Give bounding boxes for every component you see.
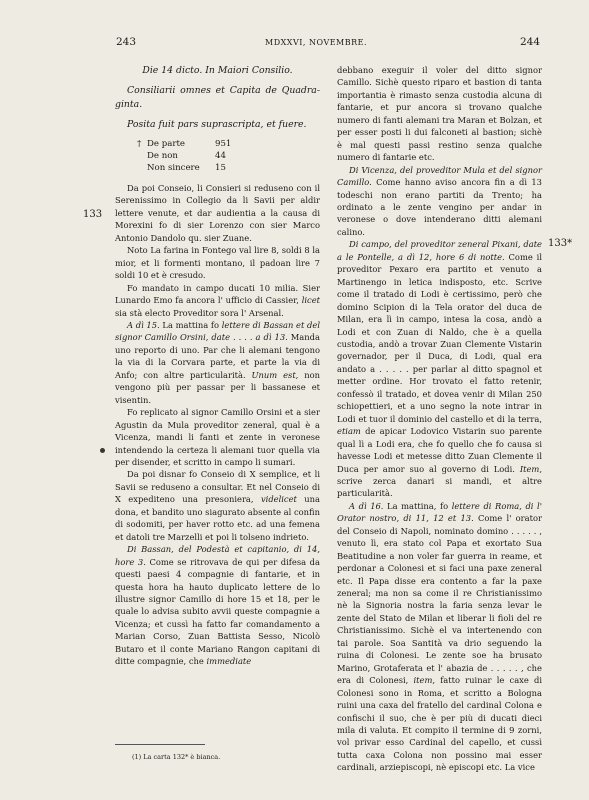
vote-value: 951 — [215, 139, 232, 149]
page-blemish-dot — [100, 448, 105, 453]
footnote: (1) La carta 132* è bianca. — [132, 753, 221, 761]
dagger-icon: † — [137, 139, 142, 149]
page-number-left: 243 — [116, 36, 137, 48]
heading-councillors: Consiliarii omnes et Capita de Quadra-ginta. — [115, 85, 320, 110]
paragraph-collegio: Da poi Conseio, li Consieri si reduseno con il Serenissimo in Collegio da li Savii per aldir lettere venute, et dar audientia a la causa di Morexini fo di sier Lorenzo con sier Marco Antonio Dandolo qu. sier Zuane. — [115, 183, 320, 243]
heading-motion: Posita fuit pars suprascripta, et fuere. — [127, 119, 307, 130]
vote-value: 15 — [215, 163, 226, 173]
paragraph-podesta: Di Bassan, del Podestà et capitanio, di 14, hore 3. Come se ritrovava de qui per difesa da questi paesi 4 compagnie di fantarie, et in questa hora ha hauto duplicato lettere de lo illustre signor Camillo di hore 15 et 18, per le quale lo advisa subito avvii queste compagnie a Vicenza; et cussì ha fatto far comandamento a Marian Corso, Zuan Battista Sesso, Nicolò Butaro et il conte Mariano Rangon capitani di ditte compagnie, che immediate — [115, 544, 320, 667]
paragraph-continued: debbano exeguir il voler del ditto signor Camillo. Sichè questo riparo et bastion di tanta importantia è rimasto senza custodia alcuna di fantarie, et pur ancora si trovano qualche numero di fanti alemani tra Maran et Bolzan, et per esser posti li dui falconeti al bastion; sichè è mal questi passi restino senza qualche numero di fantarie etc. — [337, 65, 542, 163]
paragraph-campo-pixani: Di campo, del proveditor zeneral Pixani, date a le Pontelle, a dì 12, hore 6 di notte. Come il proveditor Pexaro era partito et venuto a Martinengo in letica indisposto, etc. Scrive come il tratado di Lodi è certissimo, però che domino Scipion di la Tela orator del duca de Milan, era lì in campo, intesa la cosa, andò a Lodi et con Zuan di Naldo, che è a quella custodia, andò a trovar Zuan Clemente Vistarin governador, per il Duca, di Lodi, qual era andato a . . . . . per parlar al ditto spagnol et metter ordine. Hor trovato el fatto retenir, confessò il tratado, et dovea venir di Milan 250 schiopettieri, et a uno segno la note intrar in Lodi et tuor il dominio del castello et di la terra, etiam de apicar Lodovico Vistarin suo parente qual lì a Lodi era, che fo quello che fo causa si havesse Lodi et metesse ditto Zuan Clemente il Duca per amor suo al governo di Lodi. Item, scrive zerca danari si mandi, et altre particularità. — [337, 239, 542, 499]
paragraph-conseio-x: Da poi disnar fo Conseio di X semplice, et li Savii se reduseno a consultar. Et nel Conseio di X expediteno una presoniera, videlicet una dona, et bandito uno siagurato absente al confin di sodomiti, per haver rotto etc. ad una femena et datoli tre Marzelli et poi li tolseno indrieto. — [115, 469, 320, 542]
left-column — [115, 64, 320, 668]
page-number-right: 244 — [520, 36, 541, 48]
running-title: MDXXVI, NOVEMBRE. — [265, 38, 368, 47]
margin-number-right: 133* — [548, 238, 573, 249]
vote-value: 44 — [215, 151, 226, 161]
vote-row — [137, 138, 320, 150]
paragraph-farina: Noto La farina in Fontego val lire 8, soldi 8 la mior, et li formenti montano, il padoan lire 7 soldi 10 et è cresudo. — [115, 245, 320, 281]
footnote-rule — [115, 744, 205, 745]
paragraph-vicenza: Di Vicenza, del proveditor Mula et del signor Camillo. Come hanno aviso ancora fin a dì 13 todeschi non erano partiti da Trento; ha ordinato a le zente vengino per andar in veronese o dove intenderano ditti alemani calino. — [337, 164, 542, 237]
vote-label: De non — [147, 151, 178, 161]
paragraph-campo: Fo mandato in campo ducati 10 milia. Sier Lunardo Emo fa ancora l' ufficio di Cassier, licet sia stà electo Proveditor sora l' Arsenal. — [115, 282, 320, 318]
margin-number-left: 133 — [83, 209, 103, 220]
paragraph-replicato: Fo replicato al signor Camillo Orsini et a sier Agustin da Mula proveditor zeneral, qual è a Vicenza, mandi li fanti et zente in veronese intendendo la certeza li alemani tuor quella via per disender, et scritto in campo li sumari. — [115, 407, 320, 467]
vote-label: Non sincere — [147, 163, 200, 173]
paragraph-roma: A dì 16. La mattina, fo lettere di Roma, di l' Orator nostro, di 11, 12 et 13. Come l' orator del Conseio di Napoli, nominato domino . . . . . , venuto lì, era stato col Papa et exortato Sua Beatitudine a non voler far guerra in reame, et perdonar a Colonesi et si faci una paxe zeneral etc. Il Papa disse era contento a far la paxe zeneral; ma non sa come il re Christianissimo nè la Signoria nostra la faria senza levar le zente del Stato de Milan et liberar li fioli del re Christianissimo. Sichè el va intertenendo con tai parole. Soa Santità va drio seguendo la ruina di Colonesi. Le zente soe ha brusato Marino, Grotaferata et l' abazia de . . . . . , che era di Colonesi, item, fatto ruinar le caxe di Colonesi sono in Roma, et scritto a Bologna ruini una caxa del fratello del cardinal Colona e confischi il suo, che è per più di ducati dieci mila di valuta. Et compito il termine di 9 zorni, vol privar esso Cardinal del capello, et cussì tutta caxa Colona non possino mai esser cardinali, arziepiscopi, nè episcopi etc. La vice — [337, 500, 543, 773]
heading-session: Die 14 dicto. In Maiori Consilio. — [142, 65, 293, 76]
vote-label: De parte — [147, 139, 185, 149]
vote-row — [137, 150, 320, 162]
right-column — [337, 64, 542, 774]
vote-tally — [137, 138, 320, 174]
paragraph-bassan-letters: A dì 15. La mattina fo lettere di Bassan et del signor Camillo Orsini, date . . . . a dì 13. Manda uno reporto di uno. Par che li alemani tengono la via di la Corvara parte, et parte la via di Anfo; con altre particularità. Unum est, non vengono più per passar per li bassanese et visentin. — [115, 319, 320, 405]
vote-row — [137, 162, 320, 174]
